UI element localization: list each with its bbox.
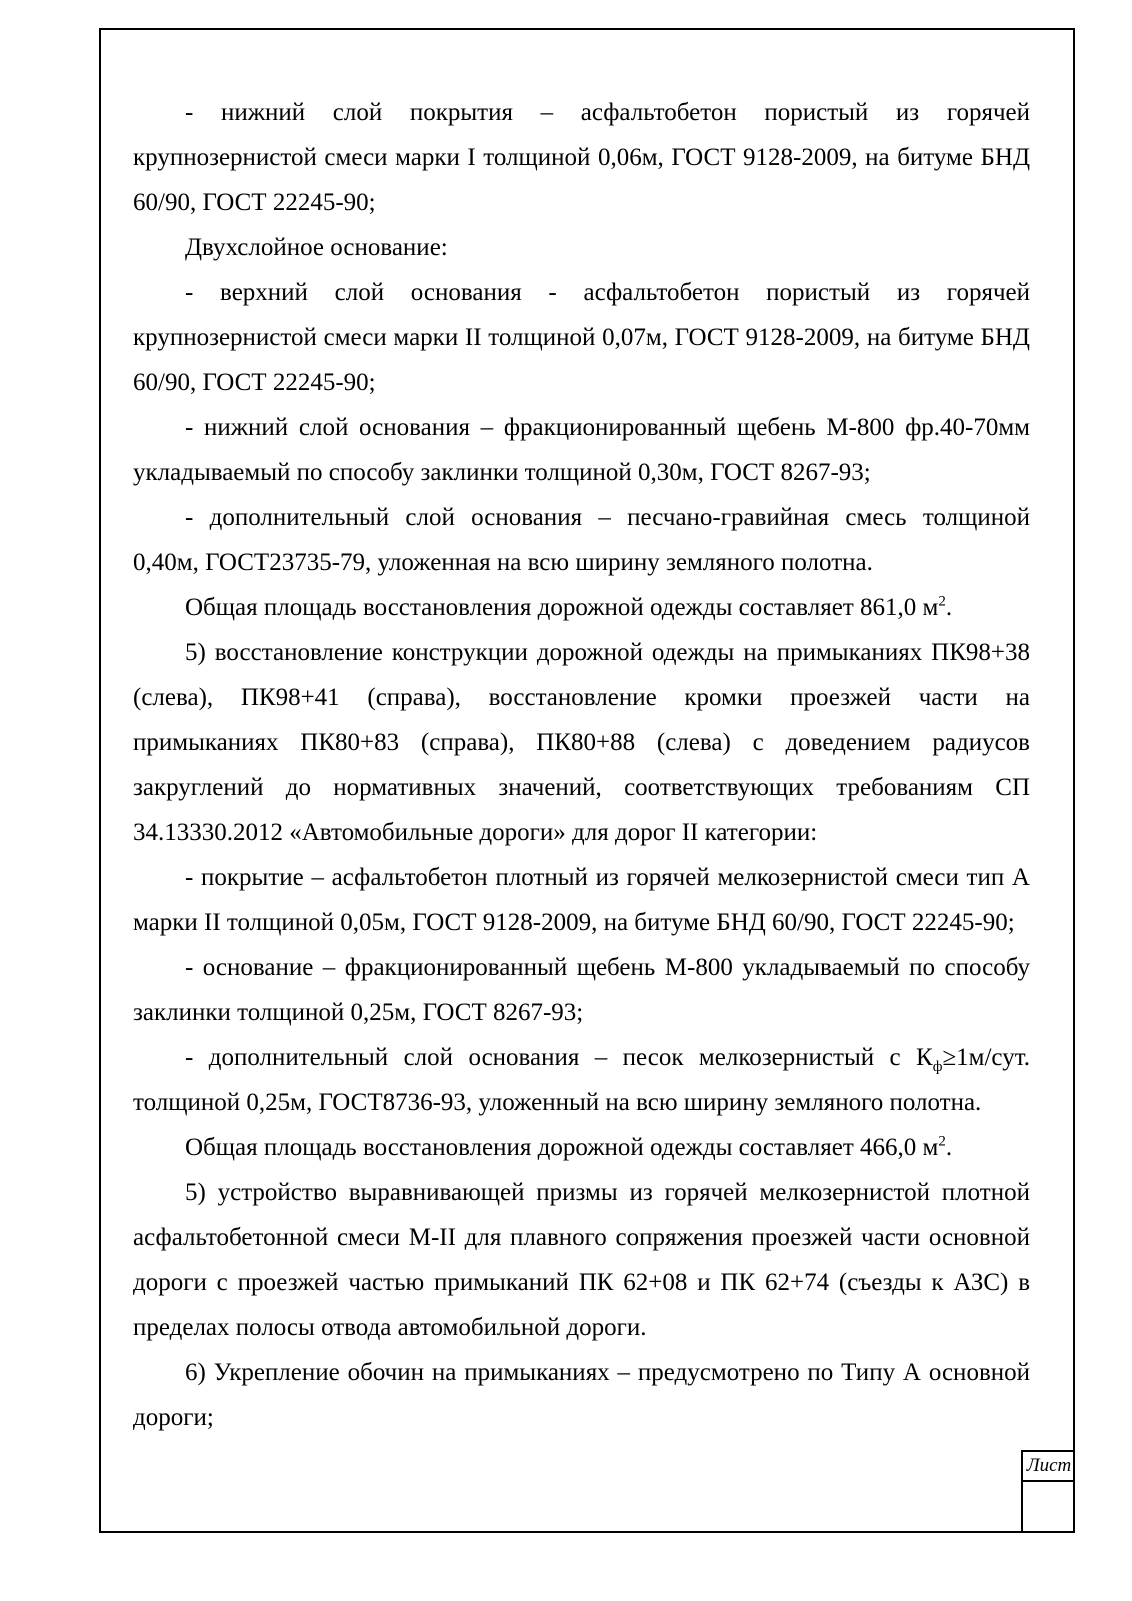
paragraph-item-6-shoulders: 6) Укрепление обочин на примыканиях – предусмотрено по Типу А основной дороги; (133, 1359, 1030, 1431)
paragraph-item-5-leveling-prism: 5) устройство выравнивающей призмы из горячей мелкозернистой плотной асфальтобетонной смеси М-II для плавного сопряжения проезжей части основной дороги с проезжей частью примыканий ПК 62+08 и ПК 62+74 (съезды к АЗС) в пределах полосы отвода автомобильной дороги. (133, 1179, 1030, 1341)
paragraph-bottom-surface-layer: - нижний слой покрытия – асфальтобетон пористый из горячей крупнозернистой смеси марки I толщиной 0,06м, ГОСТ 9128-2009, на битуме БНД 60/90, ГОСТ 22245-90; (133, 99, 1030, 216)
paragraph-surface-coating: - покрытие – асфальтобетон плотный из горячей мелкозернистой смеси тип А марки II толщиной 0,05м, ГОСТ 9128-2009, на битуме БНД 60/90, ГОСТ 22245-90; (133, 864, 1030, 936)
sheet-label: Лист (1023, 1452, 1075, 1482)
document-body (133, 90, 1030, 1440)
sheet-stamp (1021, 1450, 1075, 1533)
paragraph-lower-base-layer: - нижний слой основания – фракционированный щебень М-800 фр.40-70мм укладываемый по способу заклинки толщиной 0,30м, ГОСТ 8267-93; (133, 414, 1030, 486)
paragraph-additional-base-layer-1: - дополнительный слой основания – песчано-гравийная смесь толщиной 0,40м, ГОСТ23735-79, уложенная на всю ширину земляного полотна. (133, 504, 1030, 576)
paragraph-additional-base-layer-2: - дополнительный слой основания – песок мелкозернистый с $К_ф\ge 1м$/сут. толщиной 0,25м, ГОСТ8736-93, уложенный на всю ширину земляного полотна. (133, 1044, 1030, 1116)
paragraph-item-5-restoration: 5) восстановление конструкции дорожной одежды на примыканиях ПК98+38 (слева), ПК98+41 (справа), восстановление кромки проезжей части на примыканиях ПК80+83 (справа), ПК80+88 (слева) с доведением радиусов закруглений до нормативных значений, соответствующих требованиям СП 34.13330.2012 «Автомобильные дороги» для дорог II категории: (133, 639, 1030, 846)
paragraph-two-layer-base-heading: Двухслойное основание: (185, 234, 448, 261)
paragraph-total-area-1: Общая площадь восстановления дорожной одежды составляет 861,0 $м^2$. (185, 593, 953, 621)
paragraph-total-area-2: Общая площадь восстановления дорожной одежды составляет 466,0 $м^2$. (185, 1133, 953, 1161)
paragraph-upper-base-layer: - верхний слой основания - асфальтобетон пористый из горячей крупнозернистой смеси марки II толщиной 0,07м, ГОСТ 9128-2009, на битуме БНД 60/90, ГОСТ 22245-90; (133, 279, 1030, 396)
paragraph-base: - основание – фракционированный щебень М-800 укладываемый по способу заклинки толщиной 0,25м, ГОСТ 8267-93; (133, 954, 1030, 1026)
